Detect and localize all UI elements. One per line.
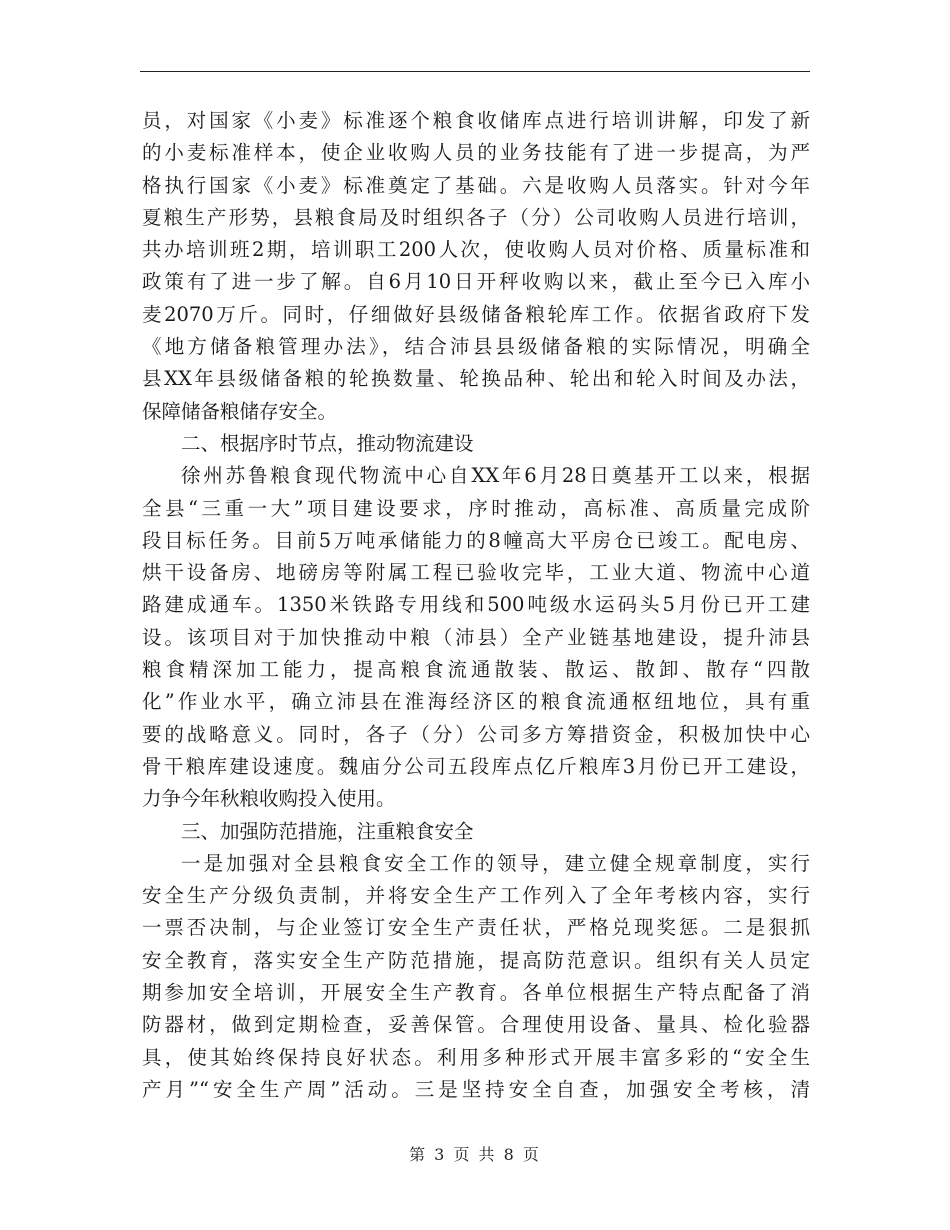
text-line: 一票否决制，与企业签订安全生产责任状，严格兑现奖惩。二是狠抓: [142, 916, 810, 940]
text-line: 粮食精深加工能力，提高粮食流通散装、散运、散卸、散存“四散: [142, 658, 810, 682]
text-line: 路建成通车。1350米铁路专用线和500吨级水运码头5月份已开工建: [142, 593, 810, 617]
text-line: 的小麦标准样本，使企业收购人员的业务技能有了进一步提高，为严: [142, 141, 810, 165]
text-line: 二、根据序时节点，推动物流建设: [181, 431, 474, 455]
text-line: 麦2070万斤。同时，仔细做好县级储备粮轮库工作。依据省政府下发: [142, 302, 810, 326]
text-line: 力争今年秋粮收购投入使用。: [142, 787, 396, 811]
text-line: 全县“三重一大”项目建设要求，序时推动，高标准、高质量完成阶: [142, 496, 810, 520]
text-line: 政策有了进一步了解。自6月10日开秤收购以来，截止至今已入库小: [142, 270, 810, 294]
header-rule: [140, 71, 810, 72]
text-line: 安全教育，落实安全生产防范措施，提高防范意识。组织有关人员定: [142, 948, 810, 972]
text-line: 三、加强防范措施，注重粮食安全: [181, 819, 474, 843]
text-line: 安全生产分级负责制，并将安全生产工作列入了全年考核内容，实行: [142, 884, 810, 908]
text-line: 共办培训班2期，培训职工200人次，使收购人员对价格、质量标准和: [142, 238, 810, 262]
text-line: 设。该项目对于加快推动中粮（沛县）全产业链基地建设，提升沛县: [142, 625, 810, 649]
text-line: 夏粮生产形势，县粮食局及时组织各子（分）公司收购人员进行培训，: [142, 205, 810, 229]
text-line: 烘干设备房、地磅房等附属工程已验收完毕，工业大道、物流中心道: [142, 561, 810, 585]
page-footer: 第 3 页 共 8 页: [409, 1145, 541, 1164]
text-line: 格执行国家《小麦》标准奠定了基础。六是收购人员落实。针对今年: [142, 173, 810, 197]
text-line: 产月”“安全生产周”活动。三是坚持安全自查，加强安全考核，清: [142, 1077, 810, 1101]
text-line: 具，使其始终保持良好状态。利用多种形式开展丰富多彩的“安全生: [142, 1045, 810, 1069]
text-line: 《地方储备粮管理办法》，结合沛县县级储备粮的实际情况，明确全: [142, 335, 810, 359]
text-line: 要的战略意义。同时，各子（分）公司多方筹措资金，积极加快中心: [142, 722, 810, 746]
document-body: [142, 105, 810, 1106]
text-line: 骨干粮库建设速度。魏庙分公司五段库点亿斤粮库3月份已开工建设，: [142, 754, 810, 778]
text-line: 一是加强对全县粮食安全工作的领导，建立健全规章制度，实行: [181, 851, 810, 875]
text-line: 员，对国家《小麦》标准逐个粮食收储库点进行培训讲解，印发了新: [142, 109, 810, 132]
text-line: 期参加安全培训，开展安全生产教育。各单位根据生产特点配备了消: [142, 981, 810, 1005]
text-line: 徐州苏鲁粮食现代物流中心自XX年6月28日奠基开工以来，根据: [181, 464, 810, 488]
text-line: 化”作业水平，确立沛县在淮海经济区的粮食流通枢纽地位，具有重: [142, 690, 810, 714]
text-line: 防器材，做到定期检查，妥善保管。合理使用设备、量具、检化验器: [142, 1013, 810, 1037]
text-line: 县XX年县级储备粮的轮换数量、轮换品种、轮出和轮入时间及办法，: [142, 367, 810, 391]
text-line: 段目标任务。目前5万吨承储能力的8幢高大平房仓已竣工。配电房、: [142, 528, 810, 552]
text-line: 保障储备粮储存安全。: [142, 399, 338, 423]
